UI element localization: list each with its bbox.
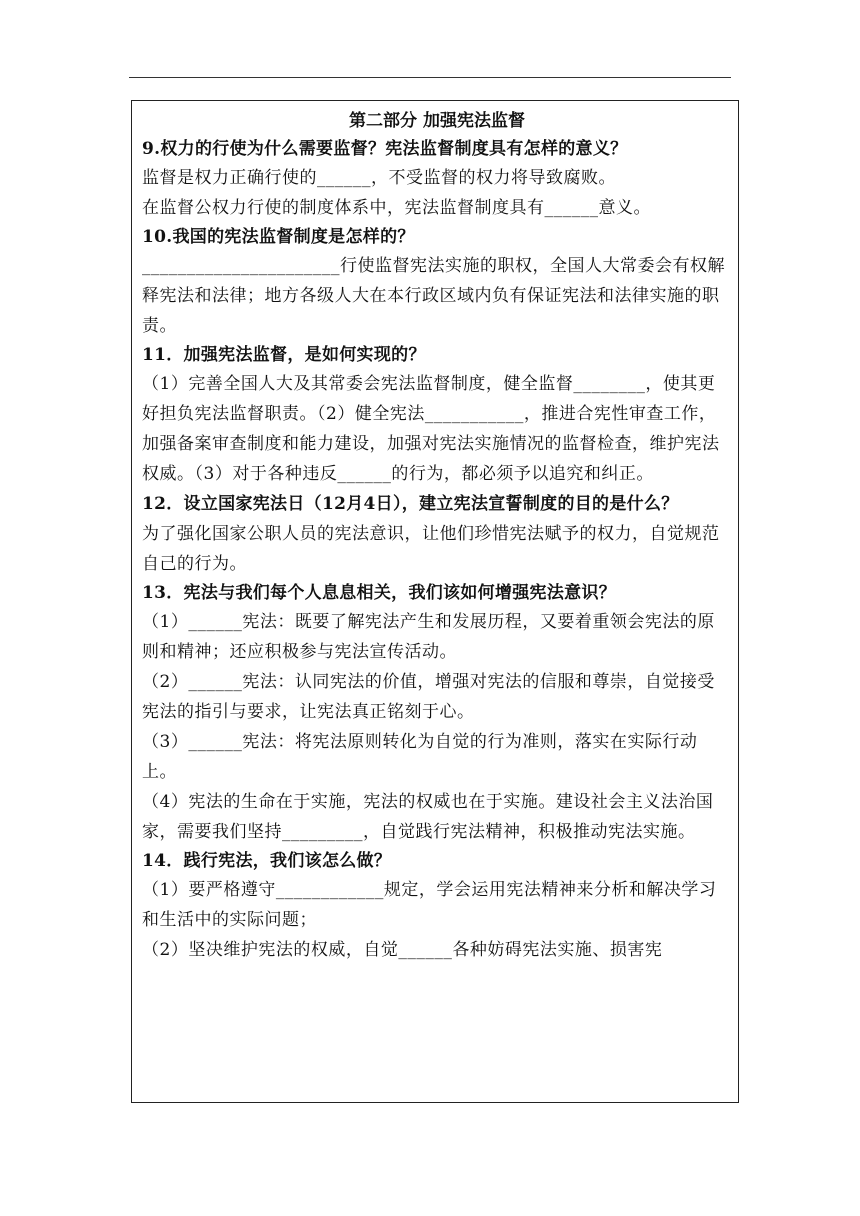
answer-13-part-2: （2）______宪法：认同宪法的价值，增强对宪法的信服和尊崇，自觉接受宪法的指引与要求，让宪法真正铭刻于心。	[142, 672, 715, 722]
part-title: 第二部分 加强宪法监督	[349, 111, 525, 131]
question-12: 12．设立国家宪法日（12月4日），建立宪法宣誓制度的目的是什么？	[142, 494, 679, 514]
answer-10: ______________________行使监督宪法实施的职权，全国人大常委会有权解释宪法和法律；地方各级人大在本行政区域内负有保证宪法和法律实施的职责。	[142, 256, 725, 336]
content-box	[131, 100, 739, 1103]
answer-12: 为了强化国家公职人员的宪法意识，让他们珍惜宪法赋予的权力，自觉规范自己的行为。	[142, 524, 720, 574]
question-10: 10.我国的宪法监督制度是怎样的？	[142, 227, 415, 247]
answer-9-line-1: 监督是权力正确行使的______，不受监督的权力将导致腐败。	[142, 168, 616, 188]
answer-13-part-4: （4）宪法的生命在于实施，宪法的权威也在于实施。建设社会主义法治国家，需要我们坚持_________，自觉践行宪法精神，积极推动宪法实施。	[142, 792, 714, 842]
question-13: 13．宪法与我们每个人息息相关，我们该如何增强宪法意识？	[142, 583, 617, 603]
question-9: 9.权力的行使为什么需要监督？宪法监督制度具有怎样的意义？	[142, 139, 628, 159]
answer-11: （1）完善全国人大及其常委会宪法监督制度，健全监督________，使其更好担负宪法监督职责。（2）健全宪法___________，推进合宪性审查工作，加强备案审查制度和能力建设，加强对宪法实施情况的监督检查，维护宪法权威。（3）对于各种违反______的行为，都必须予以追究和纠正。	[142, 374, 720, 484]
answer-14-part-2: （2）坚决维护宪法的权威，自觉______各种妨碍宪法实施、损害宪	[142, 940, 663, 960]
page-header-rule	[129, 77, 731, 78]
answer-14-part-1: （1）要严格遵守____________规定，学会运用宪法精神来分析和解决学习和生活中的实际问题；	[142, 880, 717, 930]
question-11: 11．加强宪法监督，是如何实现的？	[142, 345, 426, 365]
answer-13-part-3: （3）______宪法：将宪法原则转化为自觉的行为准则，落实在实际行动上。	[142, 732, 698, 782]
answer-13-part-1: （1）______宪法：既要了解宪法产生和发展历程，又要着重领会宪法的原则和精神；还应积极参与宪法宣传活动。	[142, 612, 715, 662]
question-14: 14．践行宪法，我们该怎么做？	[142, 851, 392, 871]
answer-9-line-2: 在监督公权力行使的制度体系中，宪法监督制度具有______意义。	[142, 198, 651, 218]
